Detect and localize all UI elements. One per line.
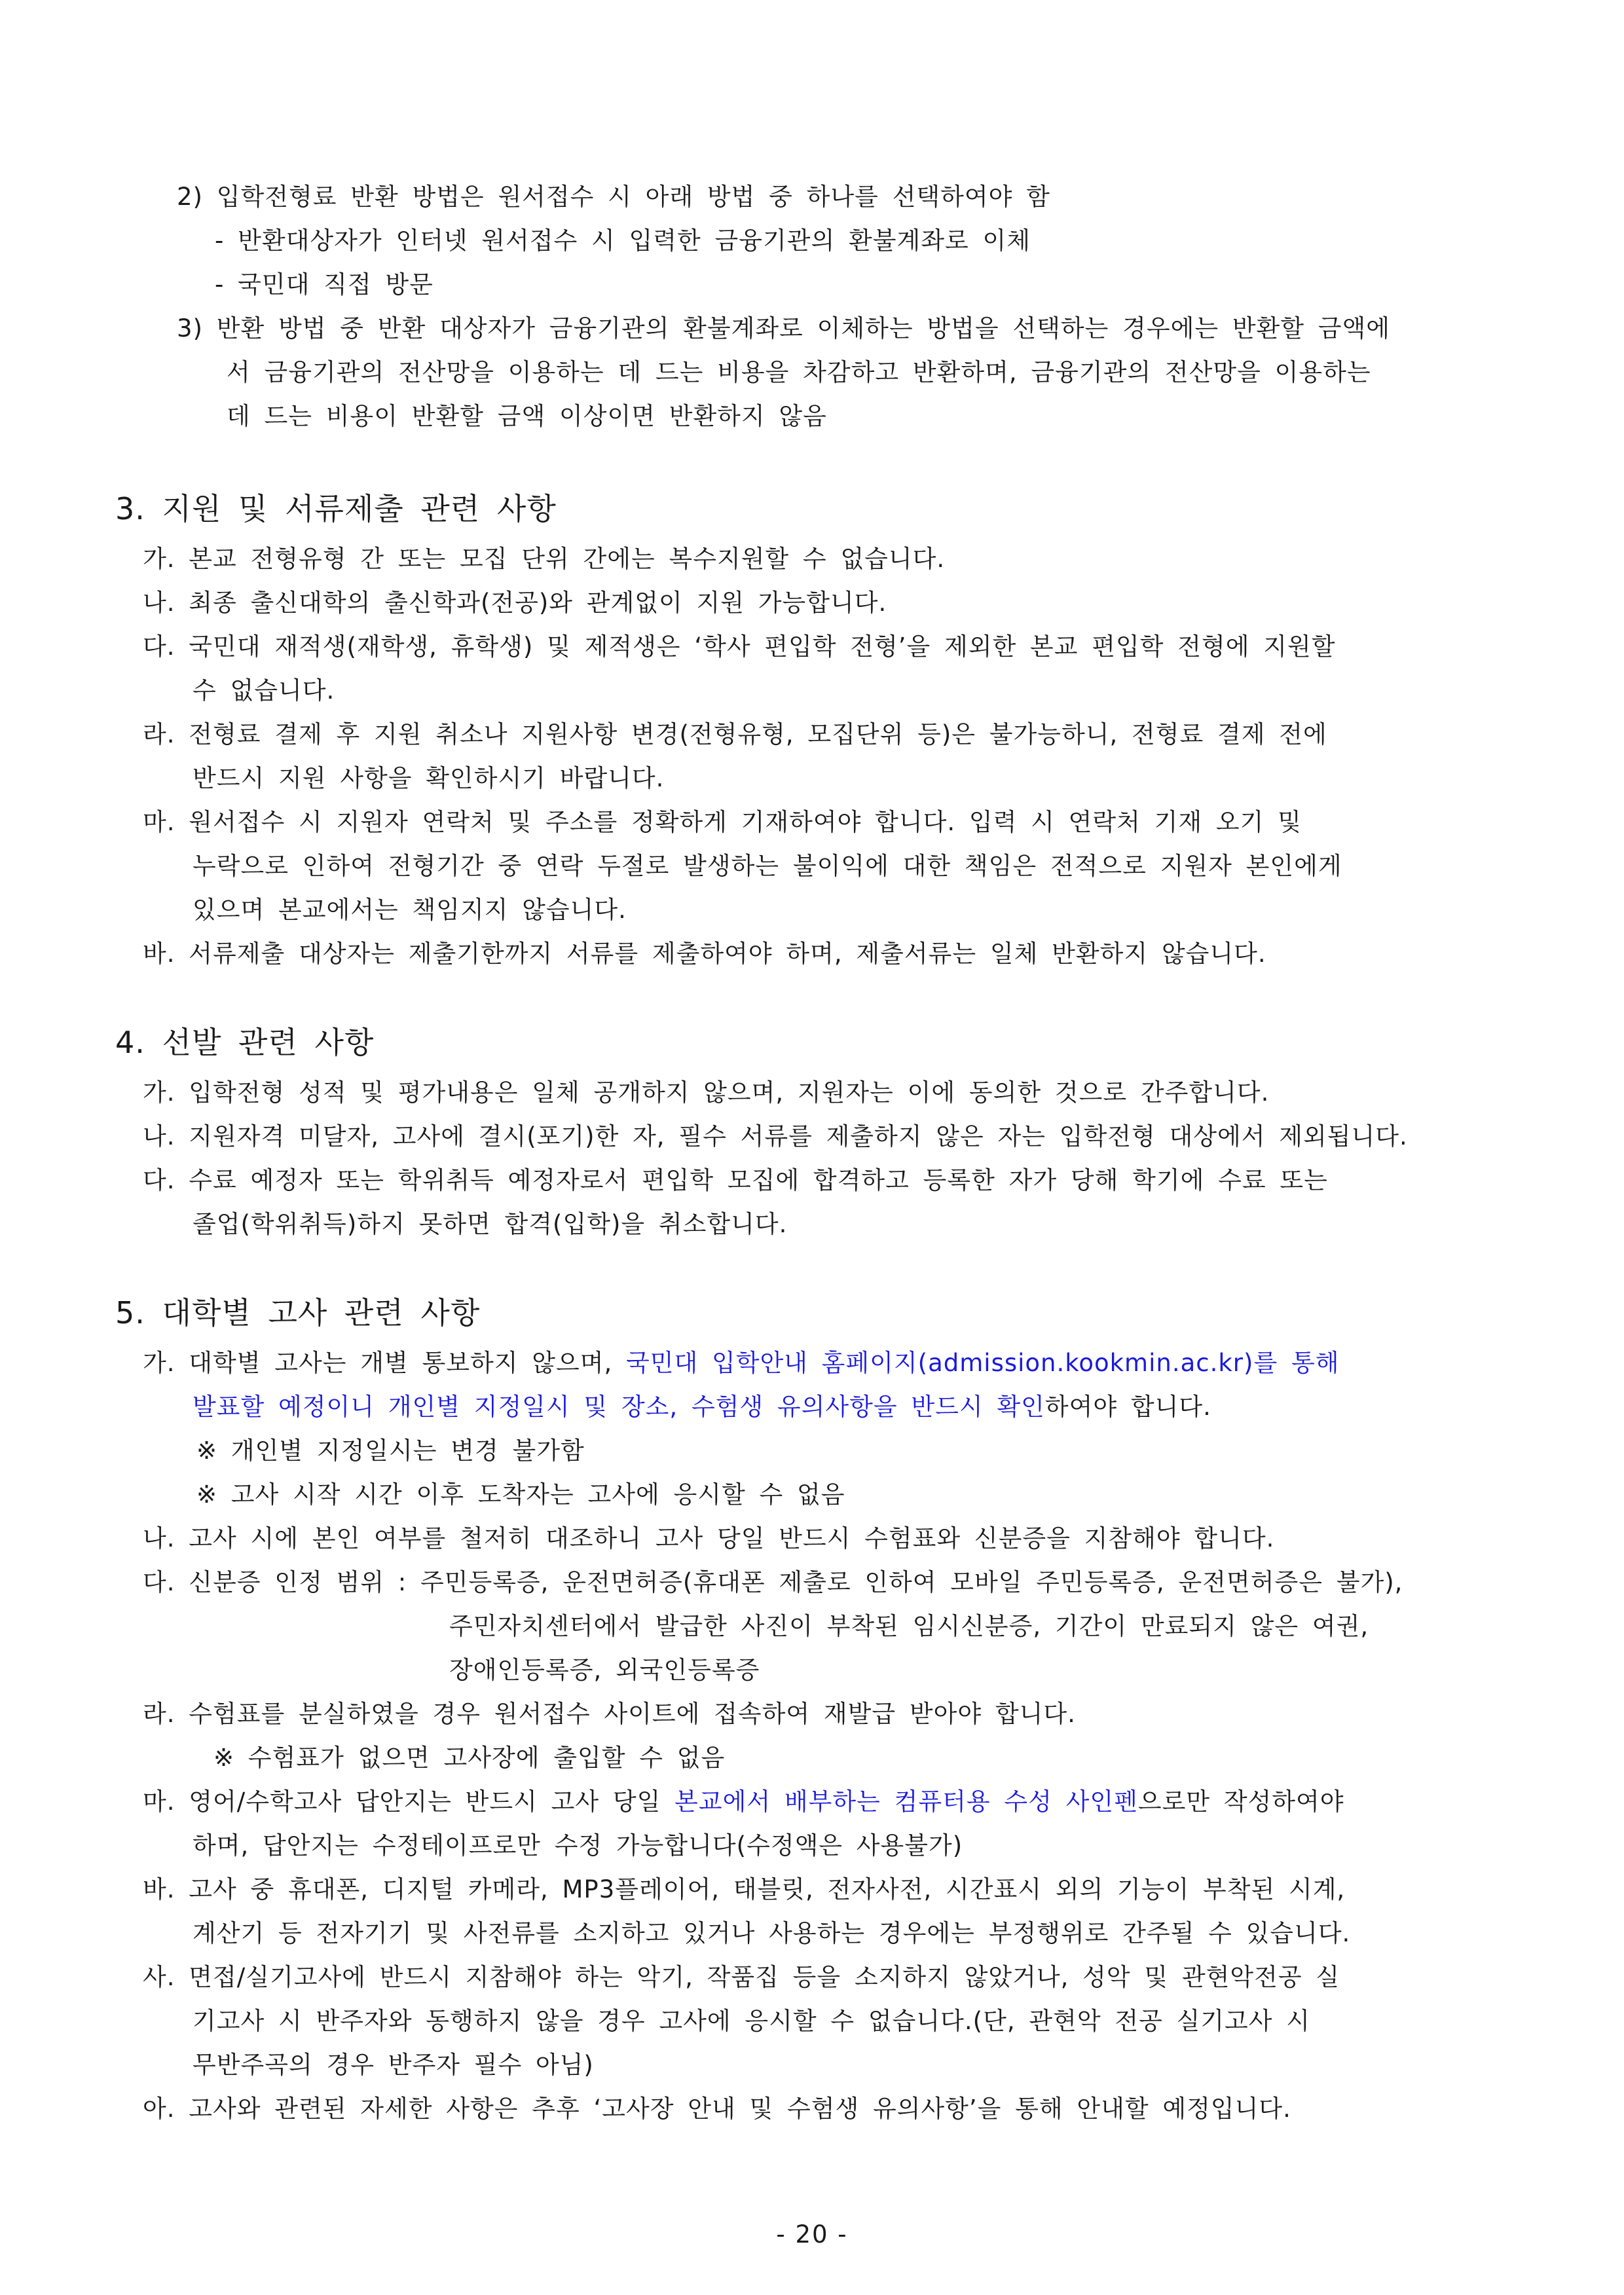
section-4-item-na: 나. 지원자격 미달자, 고사에 결시(포기)한 자, 필수 서류를 제출하지 않은 자는 입학전형 대상에서 제외됩니다. xyxy=(143,1122,1408,1150)
section-5-item-sa-line-3: 무반주곡의 경우 반주자 필수 아님) xyxy=(193,2051,594,2079)
section-5-ga-note-2: ※ 고사 시작 시간 이후 도착자는 고사에 응시할 수 없음 xyxy=(196,1480,845,1509)
section-5-item-sa-line-2: 기고사 시 반주자와 동행하지 않을 경우 고사에 응시할 수 없습니다.(단, 관현악 전공 실기고사 시 xyxy=(193,2007,1311,2035)
section-5-ra-note: ※ 수험표가 없으면 고사장에 출입할 수 없음 xyxy=(213,1744,726,1772)
refund-item-3-line-2: 서 금융기관의 전산망을 이용하는 데 드는 비용을 차감하고 반환하며, 금융기관의 전산망을 이용하는 xyxy=(227,358,1371,386)
section-5-item-ga-line-2 xyxy=(193,1391,1211,1423)
section-5-item-na: 나. 고사 시에 본인 여부를 철저히 대조하니 고사 당일 반드시 수험표와 신분증을 지참해야 합니다. xyxy=(143,1524,1275,1552)
section-5-item-ba-line-1: 바. 고사 중 휴대폰, 디지털 카메라, MP3플레이어, 태블릿, 전자사전, 시간표시 외의 기능이 부착된 시계, xyxy=(143,1875,1346,1903)
section-5-item-da-line-1: 다. 신분증 인정 범위 : 주민등록증, 운전면허증(휴대폰 제출로 인하여 모바일 주민등록증, 운전면허증은 불가), xyxy=(143,1568,1403,1596)
refund-item-2: 2) 입학전형료 반환 방법은 원서접수 시 아래 방법 중 하나를 선택하여야 함 xyxy=(177,183,1050,211)
admission-homepage-notice: 국민대 입학안내 홈페이지(admission.kookmin.ac.kr)를 통해 xyxy=(625,1349,1340,1377)
section-5-item-sa-line-1: 사. 면접/실기고사에 반드시 지참해야 하는 악기, 작품집 등을 소지하지 않았거나, 성악 및 관현악전공 실 xyxy=(143,1963,1340,1991)
sign-pen-notice: 본교에서 배부하는 컴퓨터용 수성 사인펜 xyxy=(674,1788,1138,1816)
section-5-item-ga-text: 가. 대학별 고사는 개별 통보하지 않으며, xyxy=(143,1349,626,1377)
section-3-title: 3. 지원 및 서류제출 관련 사항 xyxy=(115,491,557,526)
section-5-item-da-line-2: 주민자치센터에서 발급한 사진이 부착된 임시신분증, 기간이 만료되지 않은 여권, xyxy=(449,1612,1369,1640)
section-5-item-ma-line-2: 하며, 답안지는 수정테이프로만 수정 가능합니다(수정액은 사용불가) xyxy=(193,1831,963,1860)
section-3-item-ra-line-2: 반드시 지원 사항을 확인하시기 바랍니다. xyxy=(193,764,665,792)
section-4-title: 4. 선발 관련 사항 xyxy=(115,1025,375,1060)
section-3-item-ba: 바. 서류제출 대상자는 제출기한까지 서류를 제출하여야 하며, 제출서류는 일체 반환하지 않습니다. xyxy=(143,940,1266,968)
section-3-item-ma-line-2: 누락으로 인하여 전형기간 중 연락 두절로 발생하는 불이익에 대한 책임은 전적으로 지원자 본인에게 xyxy=(193,852,1342,880)
section-3-item-na: 나. 최종 출신대학의 출신학과(전공)와 관계없이 지원 가능합니다. xyxy=(143,589,887,617)
refund-item-2-option-visit: - 국민대 직접 방문 xyxy=(215,270,434,299)
section-5-item-ma-line-1 xyxy=(143,1786,1344,1818)
section-5-item-ga-line-1 xyxy=(143,1347,1339,1380)
section-4-item-ga: 가. 입학전형 성적 및 평가내용은 일체 공개하지 않으며, 지원자는 이에 동의한 것으로 간주합니다. xyxy=(143,1078,1270,1107)
section-5-title: 5. 대학별 고사 관련 사항 xyxy=(115,1295,481,1331)
section-3-item-ga: 가. 본교 전형유형 간 또는 모집 단위 간에는 복수지원할 수 없습니다. xyxy=(143,545,946,573)
page-number: - 20 - xyxy=(776,2220,848,2249)
section-5-item-a: 아. 고사와 관련된 자세한 사항은 추후 ‘고사장 안내 및 수험생 유의사항’을 통해 안내할 예정입니다. xyxy=(143,2095,1291,2123)
refund-item-3-line-3: 데 드는 비용이 반환할 금액 이상이면 반환하지 않음 xyxy=(227,402,827,430)
refund-item-3-line-1: 3) 반환 방법 중 반환 대상자가 금융기관의 환불계좌로 이체하는 방법을 선택하는 경우에는 반환할 금액에 xyxy=(177,314,1391,342)
section-5-item-ba-line-2: 계산기 등 전자기기 및 사전류를 소지하고 있거나 사용하는 경우에는 부정행위로 간주될 수 있습니다. xyxy=(193,1919,1351,1947)
section-3-item-ma-line-1: 마. 원서접수 시 지원자 연락처 및 주소를 정확하게 기재하여야 합니다. 입력 시 연락처 기재 오기 및 xyxy=(143,808,1302,836)
section-5-ga-note-1: ※ 개인별 지정일시는 변경 불가함 xyxy=(196,1437,585,1465)
section-4-item-da-line-2: 졸업(학위취득)하지 못하면 합격(입학)을 취소합니다. xyxy=(193,1210,788,1238)
section-3-item-da-line-1: 다. 국민대 재적생(재학생, 휴학생) 및 제적생은 ‘학사 편입학 전형’을 제외한 본교 편입학 전형에 지원할 xyxy=(143,633,1336,661)
section-5-item-ga-suffix: 하여야 합니다. xyxy=(1044,1393,1211,1421)
section-4-item-da-line-1: 다. 수료 예정자 또는 학위취득 예정자로서 편입학 모집에 합격하고 등록한 자가 당해 학기에 수료 또는 xyxy=(143,1166,1328,1194)
section-3-item-da-line-2: 수 없습니다. xyxy=(193,676,335,705)
refund-item-2-option-transfer: - 반환대상자가 인터넷 원서접수 시 입력한 금융기관의 환불계좌로 이체 xyxy=(215,227,1031,255)
section-3-item-ma-line-3: 있으며 본교에서는 책임지지 않습니다. xyxy=(193,896,627,924)
announcement-check-notice: 발표할 예정이니 개인별 지정일시 및 장소, 수험생 유의사항을 반드시 확인 xyxy=(193,1393,1045,1421)
section-3-item-ra-line-1: 라. 전형료 결제 후 지원 취소나 지원사항 변경(전형유형, 모집단위 등)은 불가능하니, 전형료 결제 전에 xyxy=(143,720,1327,748)
section-5-item-ma-suffix: 으로만 작성하여야 xyxy=(1137,1788,1344,1816)
section-5-item-da-line-3: 장애인등록증, 외국인등록증 xyxy=(449,1656,760,1684)
section-5-item-ma-text: 마. 영어/수학고사 답안지는 반드시 고사 당일 xyxy=(143,1788,675,1816)
section-5-item-ra: 라. 수험표를 분실하였을 경우 원서접수 사이트에 접속하여 재발급 받아야 합니다. xyxy=(143,1700,1076,1728)
